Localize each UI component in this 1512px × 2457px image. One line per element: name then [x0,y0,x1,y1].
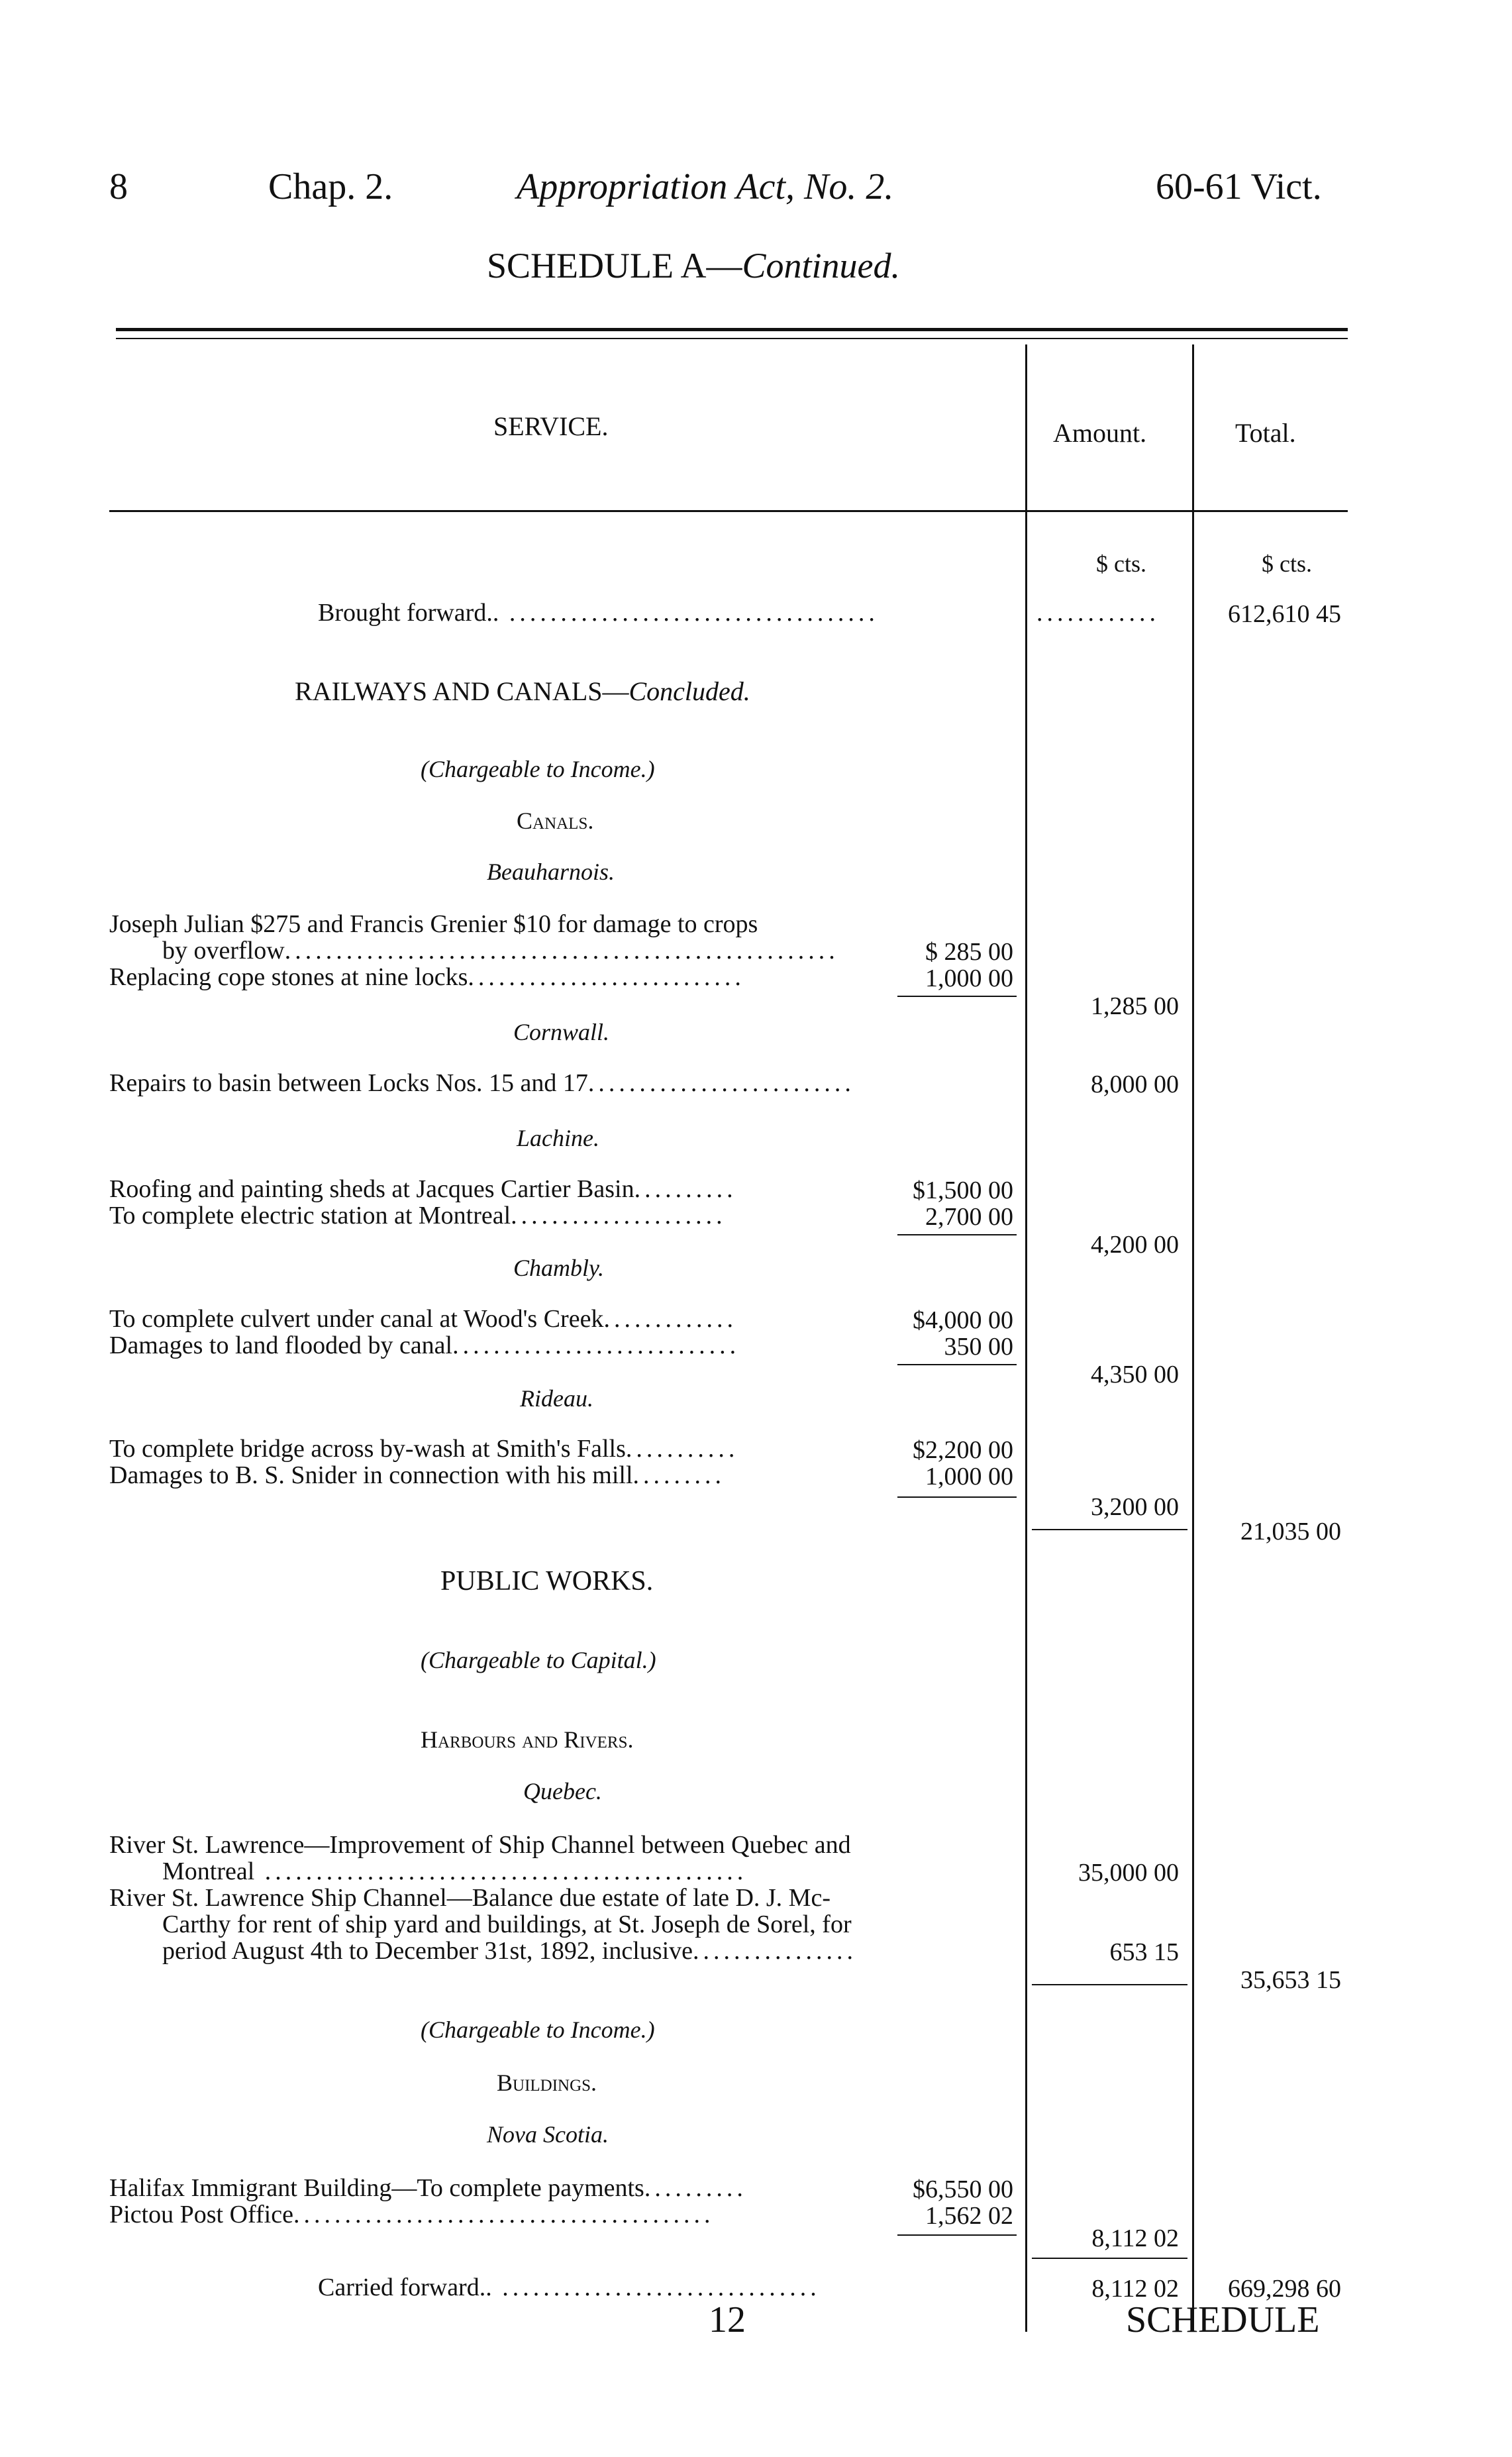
amount-units: $ cts. [1096,550,1146,577]
lachine-line2-text: To complete electric station at Montreal [109,1202,511,1229]
regnal-year: 60-61 Vict. [1156,166,1322,207]
top-rule-thin [116,338,1348,339]
item2-line2: Carthy for rent of ship yard and buildings, at St. Joseph de Sorel, for [162,1910,852,1938]
carried-forward-amount: 8,112 02 [1091,2275,1179,2303]
rideau-line2: Damages to B. S. Snider in connection with his mill......... [109,1461,726,1489]
lachine-amount: 4,200 00 [1091,1231,1179,1259]
item1-line1: River St. Lawrence—Improvement of Ship Channel between Quebec and [109,1831,851,1859]
beauharnois-val2: 1,000 00 [925,965,1013,992]
beauharnois-line1: Joseph Julian $275 and Francis Grenier $10 for damage to crops [109,910,758,938]
brought-forward-total: 612,610 45 [1228,600,1341,628]
section-railways-canals-title [295,676,750,707]
section2-amount-rule [1032,1984,1187,1985]
catchword: SCHEDULE [1126,2299,1320,2340]
item2-line3: period August 4th to December 31st, 1892, inclusive................ [162,1937,858,1965]
rideau-amount: 3,200 00 [1091,1493,1179,1521]
column-heading-total: Total. [1235,418,1296,448]
canals-subheading: Canals. [517,808,594,834]
lachine-val1: $1,500 00 [913,1176,1013,1204]
beauharnois-heading: Beauharnois. [487,859,615,885]
lachine-line2: To complete electric station at Montreal..................... [109,1202,727,1229]
top-rule [116,328,1348,331]
item3-line-text: Halifax Immigrant Building—To complete payments [109,2174,644,2202]
nova-scotia-subrule [897,2234,1017,2236]
signature-mark: 12 [709,2299,746,2340]
item3-val: $6,550 00 [913,2175,1013,2203]
rideau-line1-text: To complete bridge across by-wash at Smith's Falls [109,1435,626,1463]
item1-line2-text: Montreal [162,1857,255,1885]
item2-amount: 653 15 [1109,1938,1179,1966]
beauharnois-amount: 1,285 00 [1091,992,1179,1020]
chambly-line1: To complete culvert under canal at Wood's Creek............. [109,1305,737,1333]
harbours-rivers-subheading: Harbours and Rivers. [421,1726,634,1753]
brought-forward-label: Brought forward.. .................................... [318,599,879,627]
beauharnois-line2: by overflow...................................................... [162,937,839,965]
rideau-line2-text: Damages to B. S. Snider in connection with his mill [109,1461,633,1489]
header-underline [109,510,1348,512]
chambly-line1-text: To complete culvert under canal at Wood's Creek [109,1305,604,1333]
beauharnois-subrule [897,996,1017,997]
column-heading-amount: Amount. [1053,418,1147,448]
lachine-subrule [897,1234,1017,1235]
page-number: 8 [109,166,128,207]
cornwall-heading: Cornwall. [513,1019,610,1045]
buildings-subheading: Buildings. [497,2069,597,2096]
section2-total: 35,653 15 [1240,1966,1341,1994]
beauharnois-line3: Replacing cope stones at nine locks........................... [109,963,745,991]
item2-line3-text: period August 4th to December 31st, 1892, inclusive [162,1937,693,1965]
rideau-heading: Rideau. [520,1385,593,1412]
brought-forward-amount-dots: ............ [1036,599,1160,627]
item1-line2: Montreal ............................................... [162,1857,748,1885]
rideau-line1: To complete bridge across by-wash at Smith's Falls........... [109,1435,739,1463]
schedule-title [487,245,900,286]
chargeable-income-label: (Chargeable to Income.) [421,756,655,782]
act-title: Appropriation Act, No. 2. [517,166,894,207]
carried-forward-rule [1032,2258,1187,2259]
section-railways-title-main: RAILWAYS AND CANALS— [295,676,629,706]
chargeable-capital-label: (Chargeable to Capital.) [421,1647,656,1673]
schedule-title-continued: Continued. [742,246,901,286]
lachine-heading: Lachine. [517,1125,599,1151]
chargeable-income-label-2: (Chargeable to Income.) [421,2016,655,2043]
section-railways-title-cont: Concluded. [629,676,750,706]
item2-line1: River St. Lawrence Ship Channel—Balance due estate of late D. J. Mc- [109,1884,831,1912]
nova-scotia-heading: Nova Scotia. [487,2121,609,2148]
cornwall-line1-text: Repairs to basin between Locks Nos. 15 and 17 [109,1069,588,1097]
item4-line-text: Pictou Post Office [109,2201,293,2228]
section-public-works-title: PUBLIC WORKS. [440,1566,654,1596]
section1-total: 21,035 00 [1240,1518,1341,1545]
quebec-heading: Quebec. [523,1778,602,1804]
carried-forward-total: 669,298 60 [1228,2275,1341,2303]
column-divider-total [1192,344,1194,2332]
column-heading-service: SERVICE. [493,411,609,441]
chambly-subrule [897,1364,1017,1365]
rideau-val1: $2,200 00 [913,1436,1013,1464]
item4-line: Pictou Post Office......................................... [109,2201,715,2228]
total-units: $ cts. [1262,550,1312,577]
beauharnois-line3-text: Replacing cope stones at nine locks [109,963,468,991]
carried-forward-label: Carried forward.. ............................... [318,2274,821,2301]
chambly-line2-text: Damages to land flooded by canal [109,1332,453,1359]
chambly-heading: Chambly. [513,1255,605,1281]
lachine-line1-text: Roofing and painting sheds at Jacques Cartier Basin [109,1175,634,1203]
brought-forward-text: Brought forward.. [318,599,499,627]
rideau-val2: 1,000 00 [925,1463,1013,1490]
cornwall-amount: 8,000 00 [1091,1071,1179,1098]
column-divider-amount [1025,344,1027,2332]
chambly-val2: 350 00 [944,1333,1013,1361]
lachine-val2: 2,700 00 [925,1203,1013,1231]
carried-forward-text: Carried forward.. [318,2274,492,2301]
item4-val: 1,562 02 [925,2202,1013,2230]
chambly-val1: $4,000 00 [913,1306,1013,1334]
cornwall-line1: Repairs to basin between Locks Nos. 15 and 17.......................... [109,1069,855,1097]
section1-amount-rule [1032,1529,1187,1530]
chapter-label: Chap. 2. [268,166,393,207]
lachine-line1: Roofing and painting sheds at Jacques Cartier Basin.......... [109,1175,737,1203]
nova-scotia-amount: 8,112 02 [1091,2224,1179,2252]
item1-amount: 35,000 00 [1078,1859,1179,1887]
beauharnois-val1: $ 285 00 [925,938,1013,966]
item3-line: Halifax Immigrant Building—To complete payments.......... [109,2174,747,2202]
beauharnois-line2-text: by overflow [162,937,285,965]
chambly-line2: Damages to land flooded by canal............................ [109,1332,740,1359]
chambly-amount: 4,350 00 [1091,1361,1179,1388]
rideau-subrule [897,1496,1017,1498]
schedule-title-main: SCHEDULE A— [487,246,742,286]
